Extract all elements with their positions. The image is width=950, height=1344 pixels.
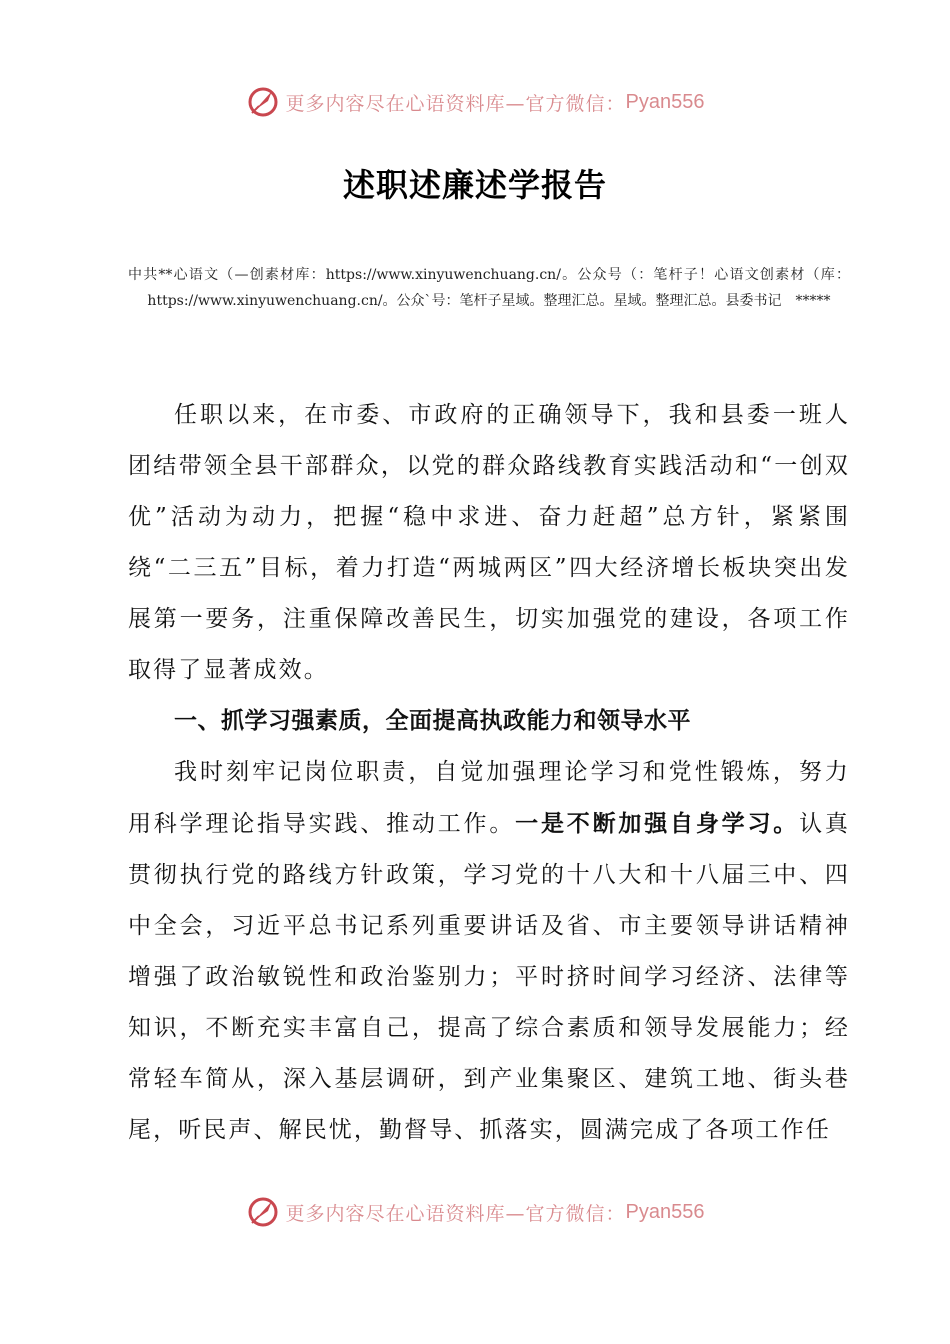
- paragraph-section-1: [128, 747, 850, 1156]
- banner-text: 更多内容尽在心语资料库—官方微信：: [285, 1202, 626, 1225]
- paragraph-intro: 任职以来，在市委、市政府的正确领导下，我和县委一班人团结带领全县干部群众，以党的群众路线教育实践活动和“一创双优”活动为动力，把握“稳中求进、奋力赶超”总方针，紧紧围绕“二三五”目标，着力打造“两城两区”四大经济增长板块突出发展第一要务，注重保障改善民生，切实加强党的建设，各项工作取得了显著成效。: [128, 402, 850, 683]
- banner-handle: Pyan556: [625, 1200, 705, 1223]
- quill-logo-icon: [246, 85, 280, 119]
- section-heading-1: 一、抓学习强素质，全面提高执政能力和领导水平: [174, 708, 691, 734]
- header-banner: [0, 80, 950, 124]
- paragraph-section-1-start: 我时刻牢记岗位职责，自觉加强理论学习和党性锻炼，努力用科学理论指导实践、推动工作。: [128, 759, 850, 837]
- banner-text: 更多内容尽在心语资料库—官方微信：: [285, 92, 626, 115]
- document-body: [128, 390, 850, 1156]
- quill-logo-icon: [246, 1195, 280, 1229]
- paragraph-section-1-rest: 认真贯彻执行党的路线方针政策，学习党的十八大和十八届三中、四中全会，习近平总书记系列重要讲话及省、市主要领导讲话精神增强了政治敏锐性和政治鉴别力；平时挤时间学习经济、法律等知识，不断充实丰富自己，提高了综合素质和领导发展能力；经常轻车简从，深入基层调研，到产业集聚区、建筑工地、街头巷尾，听民声、解民忧，勤督导、抓落实，圆满完成了各项工作任: [128, 811, 851, 1143]
- document-meta: 中共**心语文（—创素材库：https://www.xinyuwenchuang.cn/。公众号（：笔杆子！心语文创素材（库：https://www.xinyuwenchuang.cn/。公众`号：笔杆子星域。整理汇总。星域。整理汇总。县委书记 *****: [128, 267, 850, 309]
- banner-handle: Pyan556: [625, 90, 705, 113]
- footer-banner: [0, 1190, 950, 1234]
- paragraph-section-1-bold: 一是不断加强自身学习。: [515, 810, 800, 837]
- document-title: 述职述廉述学报告: [342, 166, 607, 204]
